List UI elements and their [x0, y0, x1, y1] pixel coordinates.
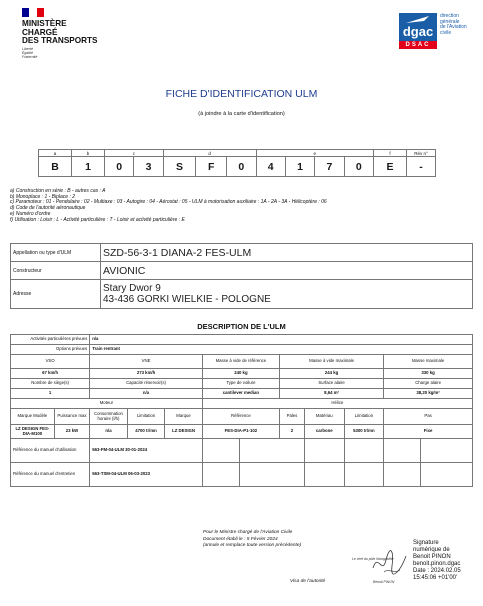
id-header-cell: Rév n° — [407, 150, 436, 157]
signature-line: Date : 2024.02.05 — [413, 567, 461, 574]
id-value-cell: S — [163, 157, 196, 177]
prop-material-value: carbone — [304, 425, 344, 439]
prop-limit-header: Limitation — [344, 409, 384, 425]
id-header-cell: b — [72, 150, 105, 157]
motor-consumption-header: Consommation horaire (l/h) — [90, 409, 128, 425]
dsac-logo-text: DSAC — [399, 41, 437, 49]
id-value-cell: 7 — [315, 157, 344, 177]
dgac-line: direction — [440, 13, 459, 19]
ministry-line: CHARGÉ — [22, 27, 58, 37]
vso-value: 67 km/h — [11, 369, 90, 379]
signature-line: benoit.pinon.dgac — [413, 560, 461, 567]
authority-visa-label: Visa de l'autorité — [290, 579, 326, 584]
signature-line: numérique de — [413, 546, 450, 553]
legend-line: c) Paramoteur : 01 - Pendulaire : 02 - Multiaxe : 03 - Autogire : 04 - Aérostat : 05 - ULM à motorisation auxiliaire : 1A - 2A - 3A - Hélicoptère : 06 — [10, 199, 327, 206]
vne-value: 273 km/h — [90, 369, 203, 379]
legend-line: f) Utilisation : Loisir : L - Activité particulière : T - Loisir et activité particulière : E — [10, 216, 185, 223]
signature-line: Benoit PINON — [413, 553, 451, 560]
prop-blades-header: Pales — [279, 409, 304, 425]
id-value-cell: F — [196, 157, 227, 177]
type-label: Appellation ou type d'ULM — [11, 244, 101, 262]
motor-limit-value: 4700 tr/mn — [127, 425, 165, 439]
legend-line: a) Construction en série : B - autres cas : A — [10, 188, 106, 194]
motor-model-value: LZ DESIGN FES-DIA-M100 — [11, 425, 55, 439]
page-subtitle: (à joindre à la carte d'identification) — [198, 111, 285, 117]
identity-table — [10, 243, 473, 309]
ministry-name — [22, 20, 98, 46]
footer-line: Pour le Ministre chargé de l'Aviation Civile — [203, 530, 293, 535]
wing-type-value: cantilever median — [202, 389, 279, 399]
max-empty-mass-header: Masse à vide maximale — [279, 355, 383, 369]
ministry-line: DES TRANSPORTS — [22, 36, 98, 45]
page-title: FICHE D'IDENTIFICATION ULM — [165, 88, 318, 100]
id-value-cell: 0 — [344, 157, 373, 177]
id-value-cell: 3 — [134, 157, 163, 177]
description-title: DESCRIPTION DE L'ULM — [197, 322, 286, 331]
id-header-cell: e — [256, 150, 373, 157]
identification-table — [38, 149, 436, 177]
wing-area-value: 8,64 m² — [279, 389, 383, 399]
max-mass-header: Masse maximale — [384, 355, 473, 369]
id-value-cell: E — [374, 157, 407, 177]
builder-label: Constructeur — [11, 262, 101, 280]
prop-pitch-value: Fixe — [384, 425, 473, 439]
dgac-full-name — [440, 14, 467, 36]
prop-limit-value: 5300 tr/mn — [344, 425, 384, 439]
legend-line: d) Code de l'autorité aéronautique — [10, 205, 86, 212]
max-mass-value: 330 kg — [384, 369, 473, 379]
dgac-line: de l'Aviation — [440, 24, 467, 31]
motor-power-header: Puissance max — [54, 409, 89, 425]
max-empty-mass-value: 244 kg — [279, 369, 383, 379]
id-value-cell: - — [407, 157, 436, 177]
code-legend — [10, 189, 327, 223]
activities-label: Activités particulières prévues — [11, 335, 90, 345]
vne-header: VNE — [90, 355, 203, 369]
manual-use-label: Référence du manuel d'utilisation — [11, 439, 90, 463]
motto-line: Fraternité — [22, 55, 38, 59]
digital-signature — [413, 540, 461, 581]
wing-area-header: Surface alaire — [279, 379, 383, 389]
prop-ref-value: FES-DIA-P1-102 — [202, 425, 279, 439]
type-value: SZD-56-3-1 DIANA-2 FES-ULM — [101, 244, 473, 262]
footer-line: Document établi le : 5 Février 2024 — [203, 536, 278, 542]
manual-maint-label: Référence du manuel d'entretien — [11, 463, 90, 487]
id-header-cell: a — [39, 150, 72, 157]
plane-icon — [404, 14, 432, 26]
id-value-cell: B — [39, 157, 72, 177]
wing-load-value: 38,20 kg/m² — [384, 389, 473, 399]
ref-empty-mass-header: Masse à vide de référence — [202, 355, 279, 369]
builder-value: AVIONIC — [101, 262, 473, 280]
motor-limit-header: Limitation — [127, 409, 165, 425]
id-value-cell: 4 — [256, 157, 285, 177]
activities-value: n/a — [90, 335, 473, 345]
motto-line: Égalité — [22, 51, 33, 55]
options-value: Train rentrant — [90, 345, 473, 355]
footer-text — [203, 530, 301, 550]
prop-brand-value: LZ DESIGN — [165, 425, 203, 439]
id-header-cell: c — [105, 150, 164, 157]
id-value-cell: 0 — [227, 157, 256, 177]
wing-type-header: Type de voilure — [202, 379, 279, 389]
prop-material-header: Matériau — [304, 409, 344, 425]
address-value — [101, 280, 473, 309]
prop-brand-header: Marque — [165, 409, 203, 425]
tank-value: n/a — [90, 389, 203, 399]
seats-header: Nombre de siège(s) — [11, 379, 90, 389]
signature-line: Signature — [413, 540, 439, 546]
options-label: Options prévues — [11, 345, 90, 355]
motor-power-value: 23 kW — [54, 425, 89, 439]
manual-maint-value: 563-TSM-04-ULM 06-03-2023 — [90, 463, 203, 487]
legend-line: e) Numéro d'ordre — [10, 210, 51, 217]
republic-motto — [22, 47, 37, 59]
motto-line: Liberté — [22, 47, 33, 51]
legend-line: b) Monoplace : 1 - Biplace : 2 — [10, 193, 76, 200]
dgac-line: civile — [440, 29, 452, 36]
stamp-title: Le chef du pôle Navigabilité — [352, 557, 394, 561]
signature-line: 15:45:06 +01'00' — [413, 574, 458, 581]
motor-model-header: Marque Modèle — [11, 409, 55, 425]
propeller-title: Hélice — [202, 399, 472, 409]
vso-header: VSO — [11, 355, 90, 369]
id-value-cell: 0 — [105, 157, 134, 177]
address-label: Adresse — [11, 280, 101, 309]
motor-consumption-value: n/a — [90, 425, 128, 439]
french-flag-icon — [22, 8, 44, 17]
tank-header: Capacité réservoir(s) — [90, 379, 203, 389]
address-line: Stary Dwor 9 — [103, 283, 161, 294]
prop-blades-value: 2 — [279, 425, 304, 439]
description-table — [10, 334, 473, 487]
handwritten-signature-icon — [370, 546, 410, 580]
motor-title: Moteur — [11, 399, 203, 409]
prop-ref-header: Référence — [202, 409, 279, 425]
footer-line: (annule et remplace toute version précédente) — [203, 543, 302, 548]
wing-load-header: Charge alaire — [384, 379, 473, 389]
ministry-line: MINISTÈRE — [22, 19, 67, 28]
prop-pitch-header: Pas — [384, 409, 473, 425]
manual-use-value: 563-FM-04-ULM 30-01-2024 — [90, 439, 203, 463]
address-line: 43-436 GORKI WIELKIE - POLOGNE — [103, 294, 271, 305]
stamp-name: Benoit PINON — [373, 580, 395, 584]
dgac-line: générale — [440, 18, 460, 25]
dgac-logo-text: dgac — [402, 24, 434, 39]
id-header-cell: f — [374, 150, 407, 157]
id-value-cell: 1 — [72, 157, 105, 177]
ref-empty-mass-value: 240 kg — [202, 369, 279, 379]
id-header-cell: d — [163, 150, 256, 157]
seats-value: 1 — [11, 389, 90, 399]
id-value-cell: 1 — [285, 157, 314, 177]
